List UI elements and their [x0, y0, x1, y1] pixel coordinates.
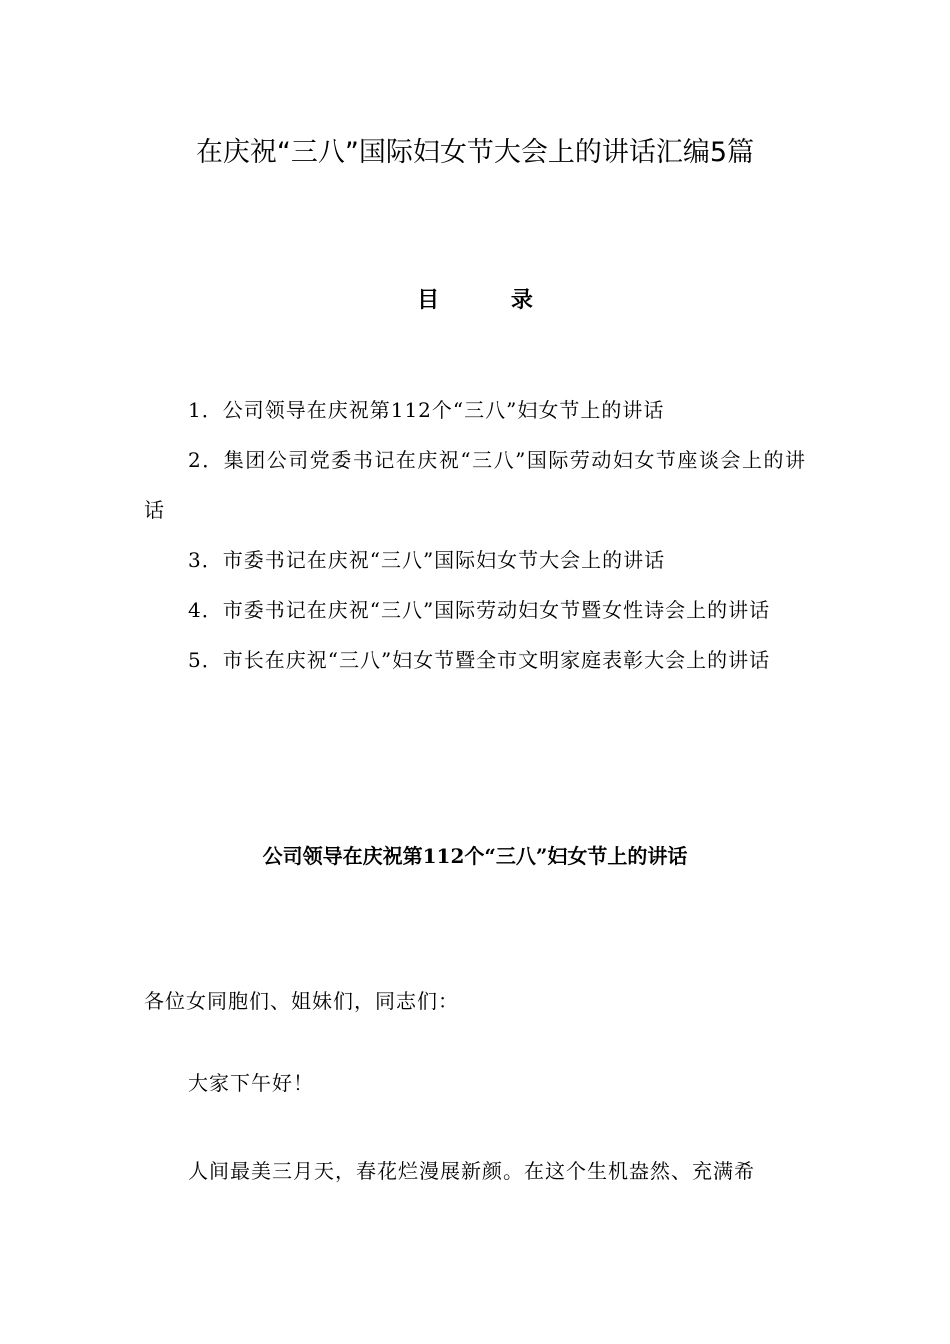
- toc-item-text: 市委书记在庆祝“三八”国际劳动妇女节暨女性诗会上的讲话: [222, 598, 771, 622]
- toc-item-text: 市委书记在庆祝“三八”国际妇女节大会上的讲话: [222, 548, 666, 572]
- salutation: 各位女同胞们、姐妹们，同志们：: [144, 989, 459, 1013]
- toc-item-number: 2．: [188, 448, 224, 472]
- toc-item-number: 3．: [188, 548, 223, 572]
- toc-item: [144, 435, 806, 535]
- table-of-contents: [144, 385, 806, 685]
- toc-item-number: 5．: [188, 648, 223, 672]
- section-heading: 公司领导在庆祝第112个“三八”妇女节上的讲话: [262, 844, 688, 868]
- toc-heading: 目 录: [417, 288, 565, 313]
- opening-paragraph: 人间最美三月天，春花烂漫展新颜。在这个生机盎然、充满希: [188, 1159, 755, 1183]
- toc-item: [144, 635, 806, 685]
- toc-item-number: 1．: [188, 398, 223, 422]
- toc-item: [144, 385, 806, 435]
- document-title: 在庆祝“三八”国际妇女节大会上的讲话汇编5篇: [195, 137, 755, 168]
- toc-item-number: 4．: [188, 598, 223, 622]
- toc-item-text: 集团公司党委书记在庆祝“三八”国际劳动妇女节座谈会上的讲话: [144, 448, 806, 522]
- toc-item-text: 市长在庆祝“三八”妇女节暨全市文明家庭表彰大会上的讲话: [222, 648, 771, 672]
- toc-item: [144, 535, 806, 585]
- toc-item: [144, 585, 806, 635]
- toc-item-text: 公司领导在庆祝第112个“三八”妇女节上的讲话: [222, 398, 665, 422]
- greeting-paragraph: 大家下午好！: [188, 1071, 314, 1095]
